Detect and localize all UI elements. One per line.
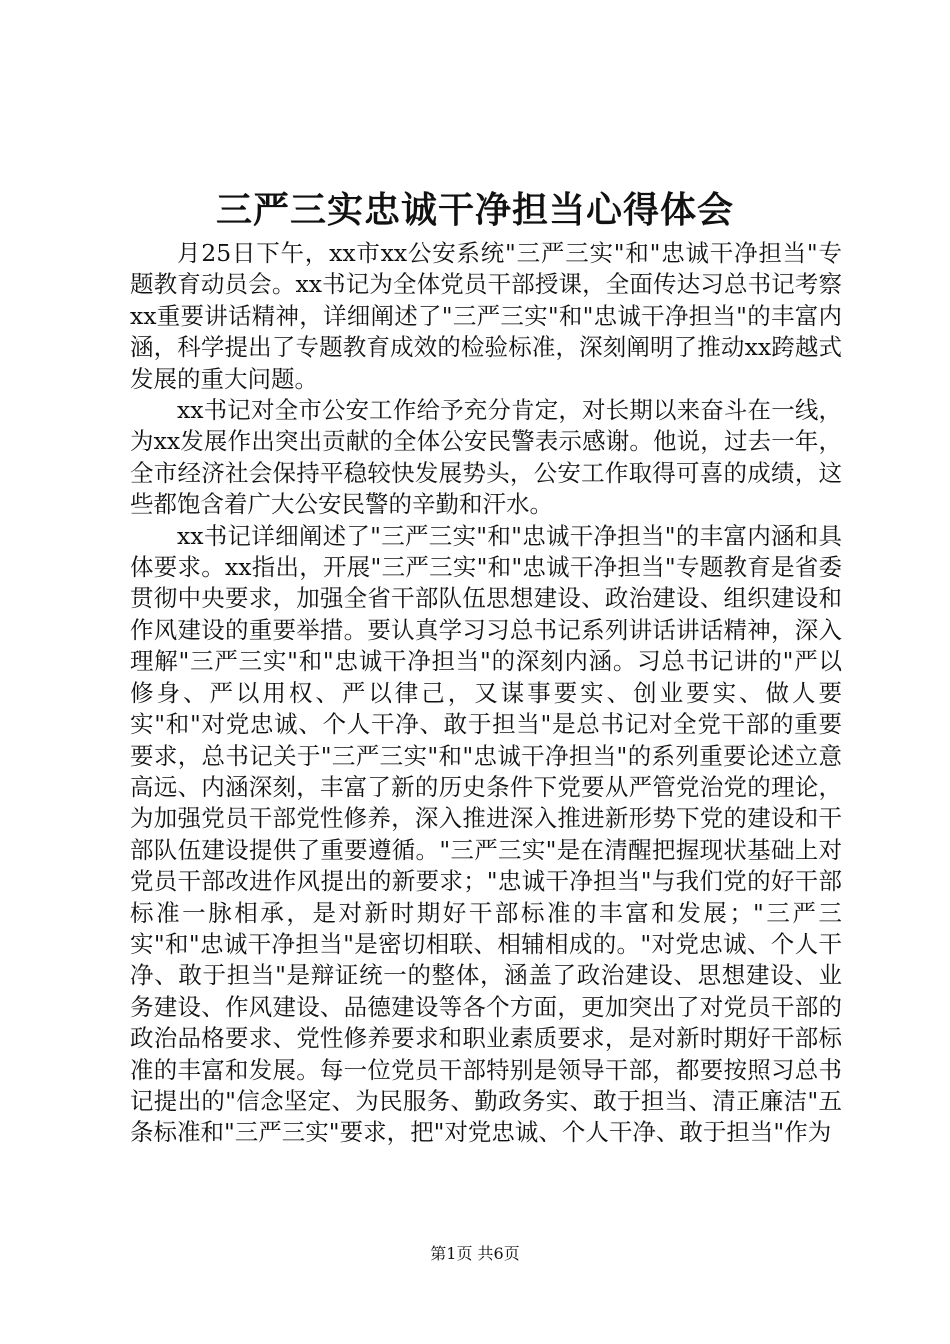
page-footer: 第1页 共6页 [430, 1244, 520, 1263]
paragraph-1: 月25日下午，xx市xx公安系统"三严三实"和"忠诚干净担当"专题教育动员会。xx书记为全体党员干部授课，全面传达习总书记考察xx重要讲话精神，详细阐述了"三严三实"和"忠诚干净担当"的丰富内涵，科学提出了专题教育成效的检验标准，深刻阐明了推动xx跨越式发展的重大问题。 [130, 239, 842, 393]
document-title: 三严三实忠诚干净担当心得体会 [215, 189, 734, 231]
paragraph-2: xx书记对全市公安工作给予充分肯定，对长期以来奋斗在一线，为xx发展作出突出贡献的全体公安民警表示感谢。他说，过去一年，全市经济社会保持平稳较快发展势头，公安工作取得可喜的成绩，这些都饱含着广大公安民警的辛勤和汗水。 [130, 396, 842, 519]
document-body [130, 238, 842, 1149]
paragraph-3: xx书记详细阐述了"三严三实"和"忠诚干净担当"的丰富内涵和具体要求。xx指出，开展"三严三实"和"忠诚干净担当"专题教育是省委贯彻中央要求，加强全省干部队伍思想建设、政治建设、组织建设和作风建设的重要举措。要认真学习习总书记系列讲话讲话精神，深入理解"三严三实"和"忠诚干净担当"的深刻内涵。习总书记讲的"严以修身、严以用权、严以律己，又谋事要实、创业要实、做人要实"和"对党忠诚、个人干净、敢于担当"是总书记对全党干部的重要要求，总书记关于"三严三实"和"忠诚干净担当"的系列重要论述立意高远、内涵深刻，丰富了新的历史条件下党要从严管党治党的理论，为加强党员干部党性修养，深入推进深入推进新形势下党的建设和干部队伍建设提供了重要遵循。"三严三实"是在清醒把握现状基础上对党员干部改进作风提出的新要求；"忠诚干净担当"与我们党的好干部标准一脉相承，是对新时期好干部标准的丰富和发展；"三严三实"和"忠诚干净担当"是密切相联、相辅相成的。"对党忠诚、个人干净、敢于担当"是辩证统一的整体，涵盖了政治建设、思想建设、业务建设、作风建设、品德建设等各个方面，更加突出了对党员干部的政治品格要求、党性修养要求和职业素质要求，是对新时期好干部标准的丰富和发展。每一位党员干部特别是领导干部，都要按照习总书记提出的"信念坚定、为民服务、勤政务实、敢于担当、清正廉洁"五条标准和"三严三实"要求，把"对党忠诚、个人干净、敢于担当"作为 [130, 521, 842, 1147]
